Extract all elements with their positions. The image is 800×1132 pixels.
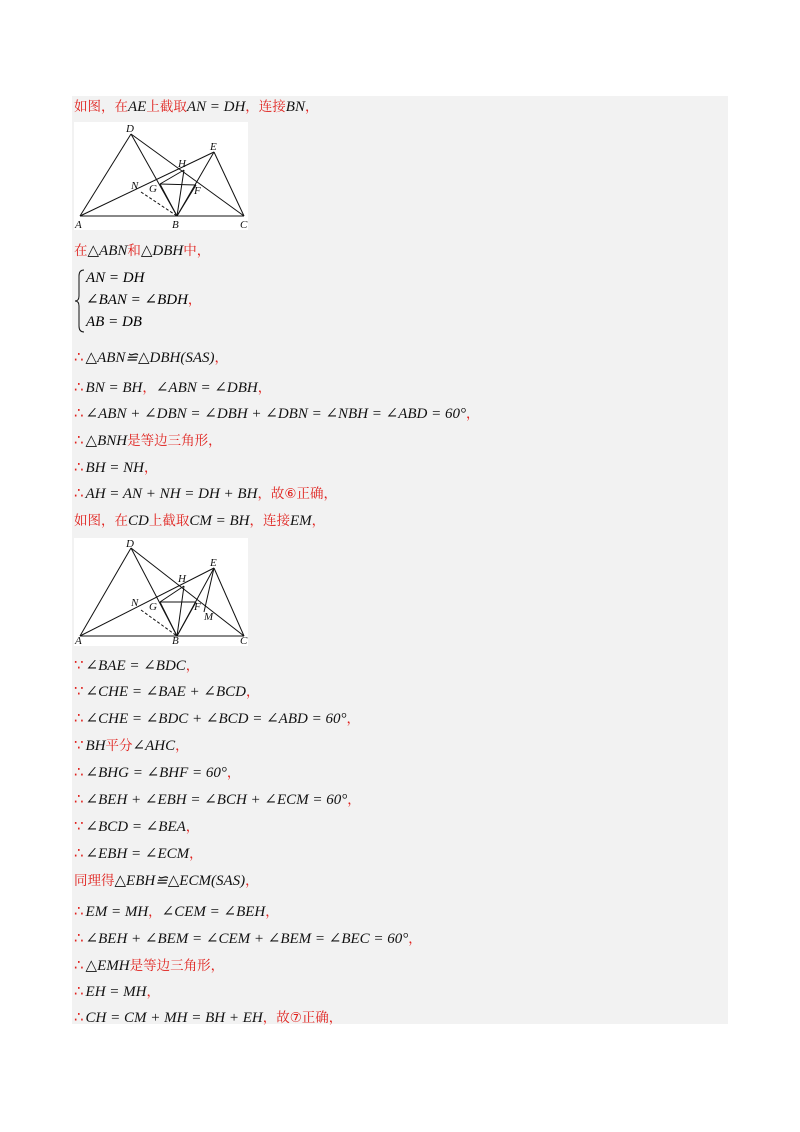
logic-symbol: ∴ xyxy=(74,709,84,727)
math-expression: △EMH xyxy=(85,958,130,974)
math-expression: EM = MH xyxy=(85,904,149,920)
system-row-1 xyxy=(86,268,144,288)
text-line xyxy=(74,680,259,702)
logic-symbol: ∴ xyxy=(74,431,84,449)
logic-symbol: ∴ xyxy=(74,956,84,974)
math-expression: AE xyxy=(128,99,147,115)
chinese-text: ， xyxy=(245,873,259,889)
label-N: N xyxy=(131,597,139,609)
text-line xyxy=(74,761,240,783)
math-expression: CH = CM + MH = BH + EH xyxy=(85,1010,263,1026)
label-H: H xyxy=(178,573,186,585)
logic-symbol: ∴ xyxy=(74,404,84,422)
logic-symbol: ∴ xyxy=(74,902,84,920)
math-expression: BH = NH xyxy=(85,460,145,476)
chinese-text: 同理得 xyxy=(74,873,115,889)
logic-symbol: ∴ xyxy=(74,1008,84,1026)
chinese-text: ，故⑥正确， xyxy=(257,486,338,502)
chinese-text: ， xyxy=(408,931,422,947)
math-expression: AH = AN + NH = DH + BH xyxy=(85,486,258,502)
math-expression: ∠ABN = ∠DBH xyxy=(155,380,258,396)
label-C: C xyxy=(240,635,248,646)
system-row-2 xyxy=(86,290,201,310)
math-expression: ∠BEH + ∠EBH = ∠BCH + ∠ECM = 60° xyxy=(85,792,348,808)
text-line xyxy=(74,927,422,949)
chinese-text: 如图，在 xyxy=(74,99,128,115)
logic-symbol: ∴ xyxy=(74,458,84,476)
text-line xyxy=(74,788,361,810)
chinese-text: ， xyxy=(304,99,319,115)
math-expression: BH xyxy=(85,738,106,754)
math-expression: ∠CHE = ∠BDC + ∠BCD = ∠ABD = 60° xyxy=(85,711,347,727)
chinese-text: 如图，在 xyxy=(74,513,128,529)
chinese-text: ， xyxy=(265,904,279,920)
label-G: G xyxy=(149,183,157,195)
label-G: G xyxy=(149,601,157,613)
math-expression: ∠CHE = ∠BAE + ∠BCD xyxy=(85,684,246,700)
geometry-diagram xyxy=(74,122,248,230)
math-expression: △ABN xyxy=(87,243,128,259)
chinese-text: 中， xyxy=(183,243,211,259)
text-line xyxy=(74,402,480,424)
chinese-text: 平分 xyxy=(105,738,133,754)
chinese-text: ， xyxy=(175,738,189,754)
math-expression: ∠AHC xyxy=(132,738,176,754)
logic-symbol: ∴ xyxy=(74,790,84,808)
math-expression: ∠BAN = ∠BDH xyxy=(86,292,188,308)
chinese-text: ， xyxy=(214,350,228,366)
chinese-text: ， xyxy=(311,513,326,529)
logic-symbol: ∴ xyxy=(74,982,84,1000)
text-line xyxy=(74,980,160,1002)
chinese-text: ， xyxy=(257,380,272,396)
text-line xyxy=(74,870,259,892)
math-expression: AN = DH xyxy=(186,99,246,115)
text-line xyxy=(74,900,279,922)
text-line xyxy=(74,954,224,976)
logic-symbol: ∵ xyxy=(74,817,84,835)
chinese-text: ， xyxy=(185,819,200,835)
label-A: A xyxy=(75,219,82,230)
logic-symbol: ∵ xyxy=(74,736,84,754)
logic-symbol: ∵ xyxy=(74,682,84,700)
label-E: E xyxy=(210,557,217,569)
label-D: D xyxy=(126,538,134,550)
math-expression: EH = MH xyxy=(85,984,147,1000)
chinese-text: 是等边三角形， xyxy=(127,433,222,449)
text-line xyxy=(74,96,318,118)
geometry-figure-2 xyxy=(74,538,248,646)
label-C: C xyxy=(240,219,248,230)
chinese-text: ， xyxy=(245,684,260,700)
text-line xyxy=(74,734,189,756)
system-row-3 xyxy=(86,312,142,332)
chinese-text: ， xyxy=(226,765,241,781)
chinese-text: ，连接 xyxy=(249,513,290,529)
label-B: B xyxy=(172,219,179,230)
label-A: A xyxy=(75,635,82,646)
math-expression: △DBH xyxy=(140,243,184,259)
logic-symbol: ∴ xyxy=(74,348,84,366)
math-expression: ∠BCD = ∠BEA xyxy=(85,819,186,835)
text-line xyxy=(74,429,222,451)
logic-symbol: ∴ xyxy=(74,484,84,502)
math-expression: CM = BH xyxy=(189,513,250,529)
label-D: D xyxy=(126,123,134,135)
chinese-text: ， xyxy=(187,292,202,308)
text-line xyxy=(74,240,210,262)
text-line xyxy=(74,842,203,864)
text-line xyxy=(74,1006,342,1028)
math-expression: BN = BH xyxy=(85,380,143,396)
chinese-text: ， xyxy=(142,380,156,396)
text-line xyxy=(74,456,158,478)
label-E: E xyxy=(210,141,217,153)
math-expression: △EBH≌△ECM(SAS) xyxy=(114,873,246,889)
label-B: B xyxy=(172,635,179,646)
chinese-text: 上截取 xyxy=(148,513,190,529)
chinese-text: ， xyxy=(466,406,480,422)
logic-symbol: ∴ xyxy=(74,929,84,947)
text-line xyxy=(74,510,325,532)
math-expression: AN = DH xyxy=(86,270,145,286)
chinese-text: ， xyxy=(148,904,162,920)
label-M: M xyxy=(204,611,214,623)
chinese-text: ， xyxy=(144,460,158,476)
label-F: F xyxy=(194,601,201,613)
solution-panel xyxy=(72,96,728,1024)
math-expression: ∠BHG = ∠BHF = 60° xyxy=(85,765,227,781)
logic-symbol: ∴ xyxy=(74,378,84,396)
math-expression: BN xyxy=(285,99,305,115)
chinese-text: ， xyxy=(185,658,200,674)
chinese-text: ，连接 xyxy=(245,99,286,115)
chinese-text: 是等边三角形， xyxy=(129,958,225,974)
text-line xyxy=(74,482,337,504)
math-expression: ∠BAE = ∠BDC xyxy=(85,658,186,674)
chinese-text: 和 xyxy=(127,243,141,259)
math-expression: CD xyxy=(128,513,149,529)
label-F: F xyxy=(194,185,201,197)
geometry-diagram xyxy=(74,538,248,646)
text-line xyxy=(74,654,199,676)
text-line xyxy=(74,346,228,368)
text-line xyxy=(74,707,360,729)
math-expression: ∠BEH + ∠BEM = ∠CEM + ∠BEM = ∠BEC = 60° xyxy=(85,931,409,947)
label-H: H xyxy=(178,158,186,170)
math-expression: △ABN≌△DBH(SAS) xyxy=(85,350,215,366)
logic-symbol: ∴ xyxy=(74,763,84,781)
math-expression: AB = DB xyxy=(86,314,142,330)
text-line xyxy=(74,815,199,837)
chinese-text: 上截取 xyxy=(146,99,187,115)
geometry-figure-1 xyxy=(74,122,248,230)
math-expression: ∠CEM = ∠BEH xyxy=(161,904,266,920)
chinese-text: ， xyxy=(347,792,361,808)
chinese-text: ， xyxy=(189,846,203,862)
math-expression: △BNH xyxy=(85,433,128,449)
logic-symbol: ∵ xyxy=(74,656,84,674)
chinese-text: ，故⑦正确， xyxy=(262,1010,343,1026)
chinese-text: ， xyxy=(346,711,360,727)
text-line xyxy=(74,376,271,398)
logic-symbol: ∴ xyxy=(74,844,84,862)
math-expression: ∠ABN + ∠DBN = ∠DBH + ∠DBN = ∠NBH = ∠ABD = 60° xyxy=(85,406,467,422)
chinese-text: 在 xyxy=(74,243,88,259)
math-expression: EM xyxy=(289,513,312,529)
math-expression: ∠EBH = ∠ECM xyxy=(85,846,190,862)
label-N: N xyxy=(131,180,139,192)
chinese-text: ， xyxy=(146,984,160,1000)
